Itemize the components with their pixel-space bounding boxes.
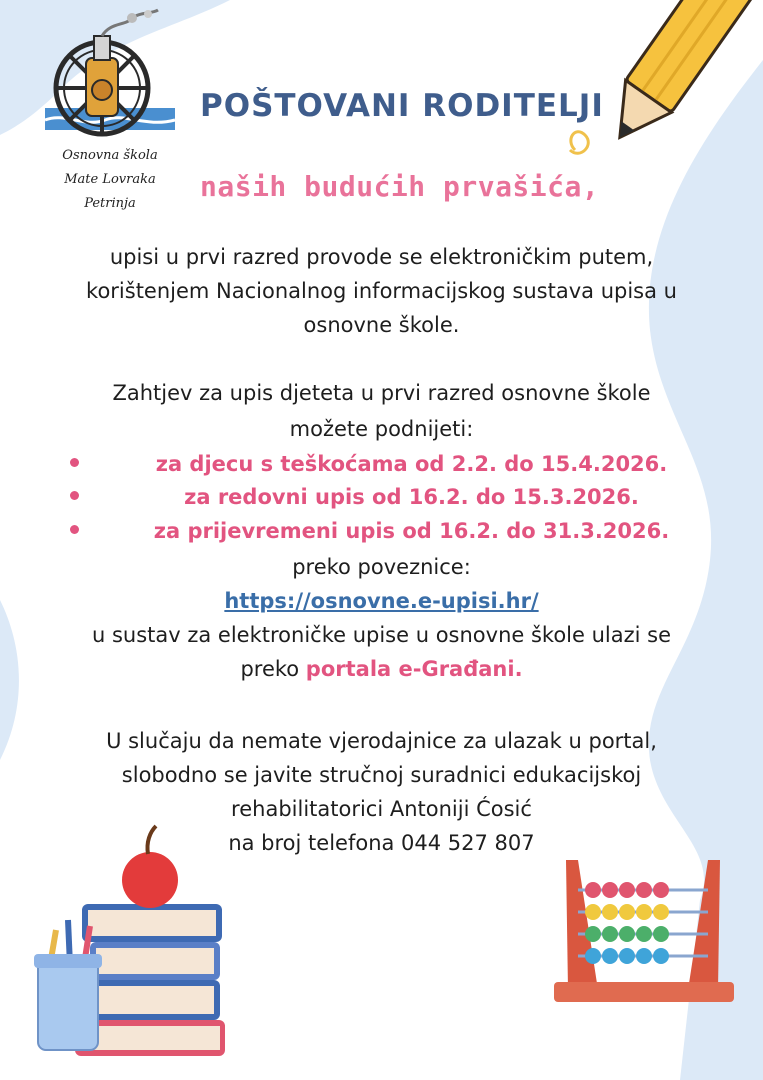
logo-line-2: Mate Lovraka [64,172,156,187]
school-logo [40,8,180,218]
link-after-line-2 [30,652,733,686]
contact-line-1: U slučaju da nemate vjerodajnice za ulazak u portal, [106,729,657,753]
books-apple-pencils-icon [20,820,240,1070]
abacus-icon [548,850,738,1010]
steam-train-wheel-icon [40,8,180,148]
list-item-text: za djecu s teškoćama od 2.2. do 15.4.2026. [155,452,668,476]
request-line-2: možete podnijeti: [289,417,474,441]
logo-line-1: Osnovna škola [62,148,158,163]
contact-phone-line: na broj telefona 044 527 807 [228,831,535,855]
list-item-text: za redovni upis od 16.2. do 15.3.2026. [184,485,639,509]
enrollment-link[interactable]: https://osnovne.e-upisi.hr/ [224,589,539,613]
portal-name: portala e-Građani. [305,657,523,681]
request-line-1: Zahtjev za upis djeteta u prvi razred osnovne škole [112,381,651,405]
link-intro: preko poveznice: [292,555,471,579]
page-subtitle: naših budućih prvašića, [200,170,600,203]
bullet-icon [70,525,79,534]
list-item [30,518,733,550]
contact-line-2: slobodno se javite stručnoj suradnici edukacijskoj [121,763,642,787]
list-item-text: za prijevremeni upis od 16.2. do 31.3.2026. [153,519,670,543]
link-line [30,584,733,618]
bullet-icon [70,458,79,467]
list-item [30,484,733,516]
link-after-line-1: u sustav za elektroničke upise u osnovne škole ulazi se [91,623,672,647]
page-title: POŠTOVANI RODITELJI [200,88,604,124]
bullet-icon [70,491,79,500]
link-after-prefix: preko [240,657,306,681]
logo-line-3: Petrinja [84,196,136,211]
contact-line-3: rehabilitatorici Antoniji Ćosić [231,797,532,821]
intro-line-2: korištenjem Nacionalnog informacijskog sustava upisa u [86,279,677,303]
list-item [30,451,733,483]
intro-line-1: upisi u prvi razred provode se elektroničkim putem, [109,245,654,269]
intro-line-3: osnovne škole. [303,313,460,337]
